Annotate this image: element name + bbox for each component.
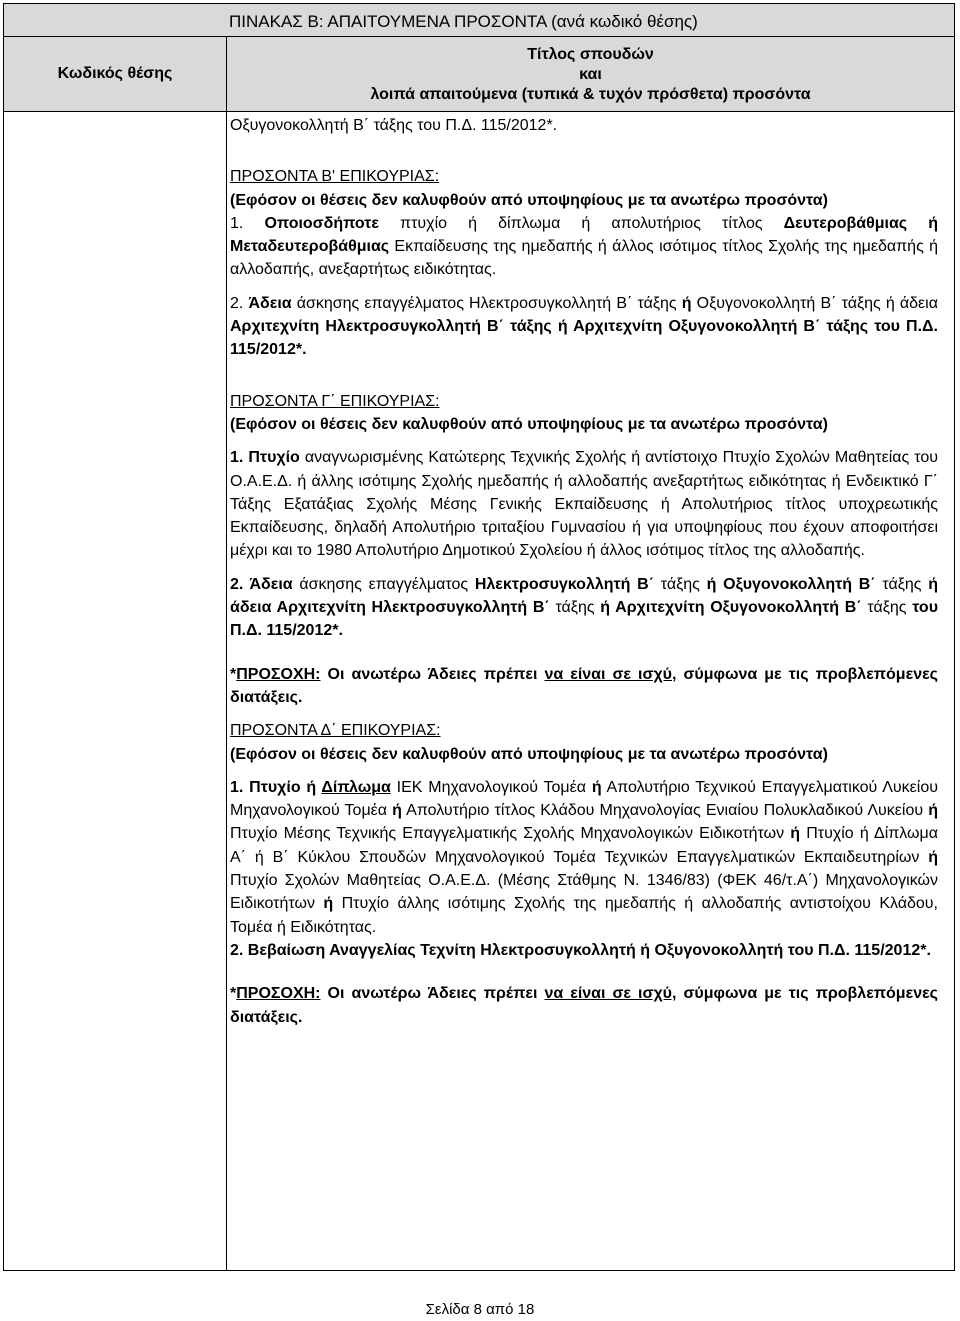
column-header-title-line1: Τίτλος σπουδών: [527, 46, 654, 63]
table-header-row: [4, 37, 954, 112]
section-b-note: (Εφόσον οι θέσεις δεν καλυφθούν από υποψηφίους με τα ανωτέρω προσόντα): [230, 191, 828, 209]
section-d-note: (Εφόσον οι θέσεις δεν καλυφθούν από υποψηφίους με τα ανωτέρω προσόντα): [230, 745, 828, 763]
qualifications-content: [230, 114, 938, 1029]
section-c-note: (Εφόσον οι θέσεις δεν καλυφθούν από υποψηφίους με τα ανωτέρω προσόντα): [230, 415, 828, 433]
column-header-title: [227, 45, 954, 105]
section-c-heading: ΠΡΟΣΟΝΤΑ Γ΄ ΕΠΙΚΟΥΡΙΑΣ:: [230, 392, 440, 410]
section-b-item-1: 1. Οποιοσδήποτε πτυχίο ή δίπλωμα ή απολυτήριος τίτλος Δευτεροβάθμιας ή Μεταδευτεροβάθμιας Εκπαίδευσης της ημεδαπής ή άλλος ισότιμος τίτλος Σχολής της ημεδαπής ή αλλοδαπής, ανεξαρτήτως ειδικότητας.: [230, 214, 938, 279]
table-title: ΠΙΝΑΚΑΣ Β: ΑΠΑΙΤΟΥΜΕΝΑ ΠΡΟΣΟΝΤΑ (ανά κωδικό θέσης): [229, 12, 698, 31]
column-divider: [226, 37, 227, 1270]
column-header-code: Κωδικός θέσης: [57, 65, 173, 82]
section-c-item-1: 1. Πτυχίο αναγνωρισμένης Κατώτερης Τεχνικής Σχολής ή αντίστοιχο Πτυχίο Σχολών Μαθητείας του Ο.Α.Ε.Δ. ή άλλης ισότιμης Σχολής ημεδαπής ή αλλοδαπής ανεξαρτήτως ειδικότητας ή Ενδεικτικό Γ΄ Τάξης Εξατάξιας Σχολής Μέσης Γενικής Εκπαίδευσης ή Απολυτήριος τίτλος υποχρεωτικής Εκπαίδευσης, δηλαδή Απολυτήριο τριταξίου Γυμνασίου ή για υποψηφίους που έχουν αποφοιτήσει μέχρι και το 1980 Απολυτήριο Δημοτικού Σχολείου ή άλλος ισότιμος τίτλος της αλλοδαπής.: [230, 449, 939, 560]
section-c-item-2: 2. Άδεια άσκησης επαγγέλματος Ηλεκτροσυγκολλητή Β΄ τάξης ή Οξυγονοκολλητή Β΄ τάξης ή άδεια Αρχιτεχνίτη Ηλεκτροσυγκολλητή Β΄ τάξης ή Αρχιτεχνίτη Οξυγονοκολλητή Β΄ τάξης του Π.Δ. 115/2012*.: [230, 575, 939, 640]
section-c-attention: *ΠΡΟΣΟΧΗ: Οι ανωτέρω Άδειες πρέπει να είναι σε ισχύ, σύμφωνα με τις προβλεπόμενες διατάξεις.: [230, 665, 939, 706]
section-b-item-2: 2. Άδεια άσκησης επαγγέλματος Ηλεκτροσυγκολλητή Β΄ τάξης ή Οξυγονοκολλητή Β΄ τάξης ή άδεια Αρχιτεχνίτη Ηλεκτροσυγκολλητή Β΄ τάξης ή Αρχιτεχνίτη Οξυγονοκολλητή Β΄ τάξης του Π.Δ. 115/2012*.: [230, 294, 938, 359]
page-footer: Σελίδα 8 από 18: [425, 1301, 535, 1318]
section-d-attention: *ΠΡΟΣΟΧΗ: Οι ανωτέρω Άδειες πρέπει να είναι σε ισχύ, σύμφωνα με τις προβλεπόμενες διατάξεις.: [230, 985, 939, 1026]
section-d-item-2: 2. Βεβαίωση Αναγγελίας Τεχνίτη Ηλεκτροσυγκολλητή ή Οξυγονοκολλητή του Π.Δ. 115/2012*.: [230, 941, 931, 959]
column-header-title-line2: και: [579, 66, 602, 83]
intro-line: Οξυγονοκολλητή Β΄ τάξης του Π.Δ. 115/2012*.: [230, 117, 558, 134]
column-header-title-line3: λοιπά απαιτούμενα (τυπικά & τυχόν πρόσθετα) προσόντα: [370, 86, 811, 103]
section-b-heading: ΠΡΟΣΟΝΤΑ Β' ΕΠΙΚΟΥΡΙΑΣ:: [230, 168, 440, 186]
section-d-heading: ΠΡΟΣΟΝΤΑ Δ΄ ΕΠΙΚΟΥΡΙΑΣ:: [230, 722, 441, 740]
table-title-row: [4, 4, 954, 37]
section-d-item-1: 1. Πτυχίο ή Δίπλωμα ΙΕΚ Μηχανολογικού Τομέα ή Απολυτήριο Τεχνικού Επαγγελματικού Λυκείου Μηχανολογικού Τομέα ή Απολυτήριο τίτλος Κλάδου Μηχανολογίας Ενιαίου Πολυκλαδικού Λυκείου ή Πτυχίο Μέσης Τεχνικής Επαγγελματικής Σχολής Μηχανολογικών Ειδικοτήτων ή Πτυχίο ή Δίπλωμα Α΄ ή Β΄ Κύκλου Σπουδών Μηχανολογικού Τομέα Τεχνικών Επαγγελματικών Εκπαιδευτηρίων ή Πτυχίο Σχολών Μαθητείας Ο.Α.Ε.Δ. (Μέσης Στάθμης Ν. 1346/83) (ΦΕΚ 46/τ.Α΄) Μηχανολογικών Ειδικοτήτων ή Πτυχίο άλλης ισότιμης Σχολής της ημεδαπής ή αλλοδαπής αντιστοίχου Κλάδου, Τομέα ή Ειδικότητας.: [230, 778, 939, 936]
